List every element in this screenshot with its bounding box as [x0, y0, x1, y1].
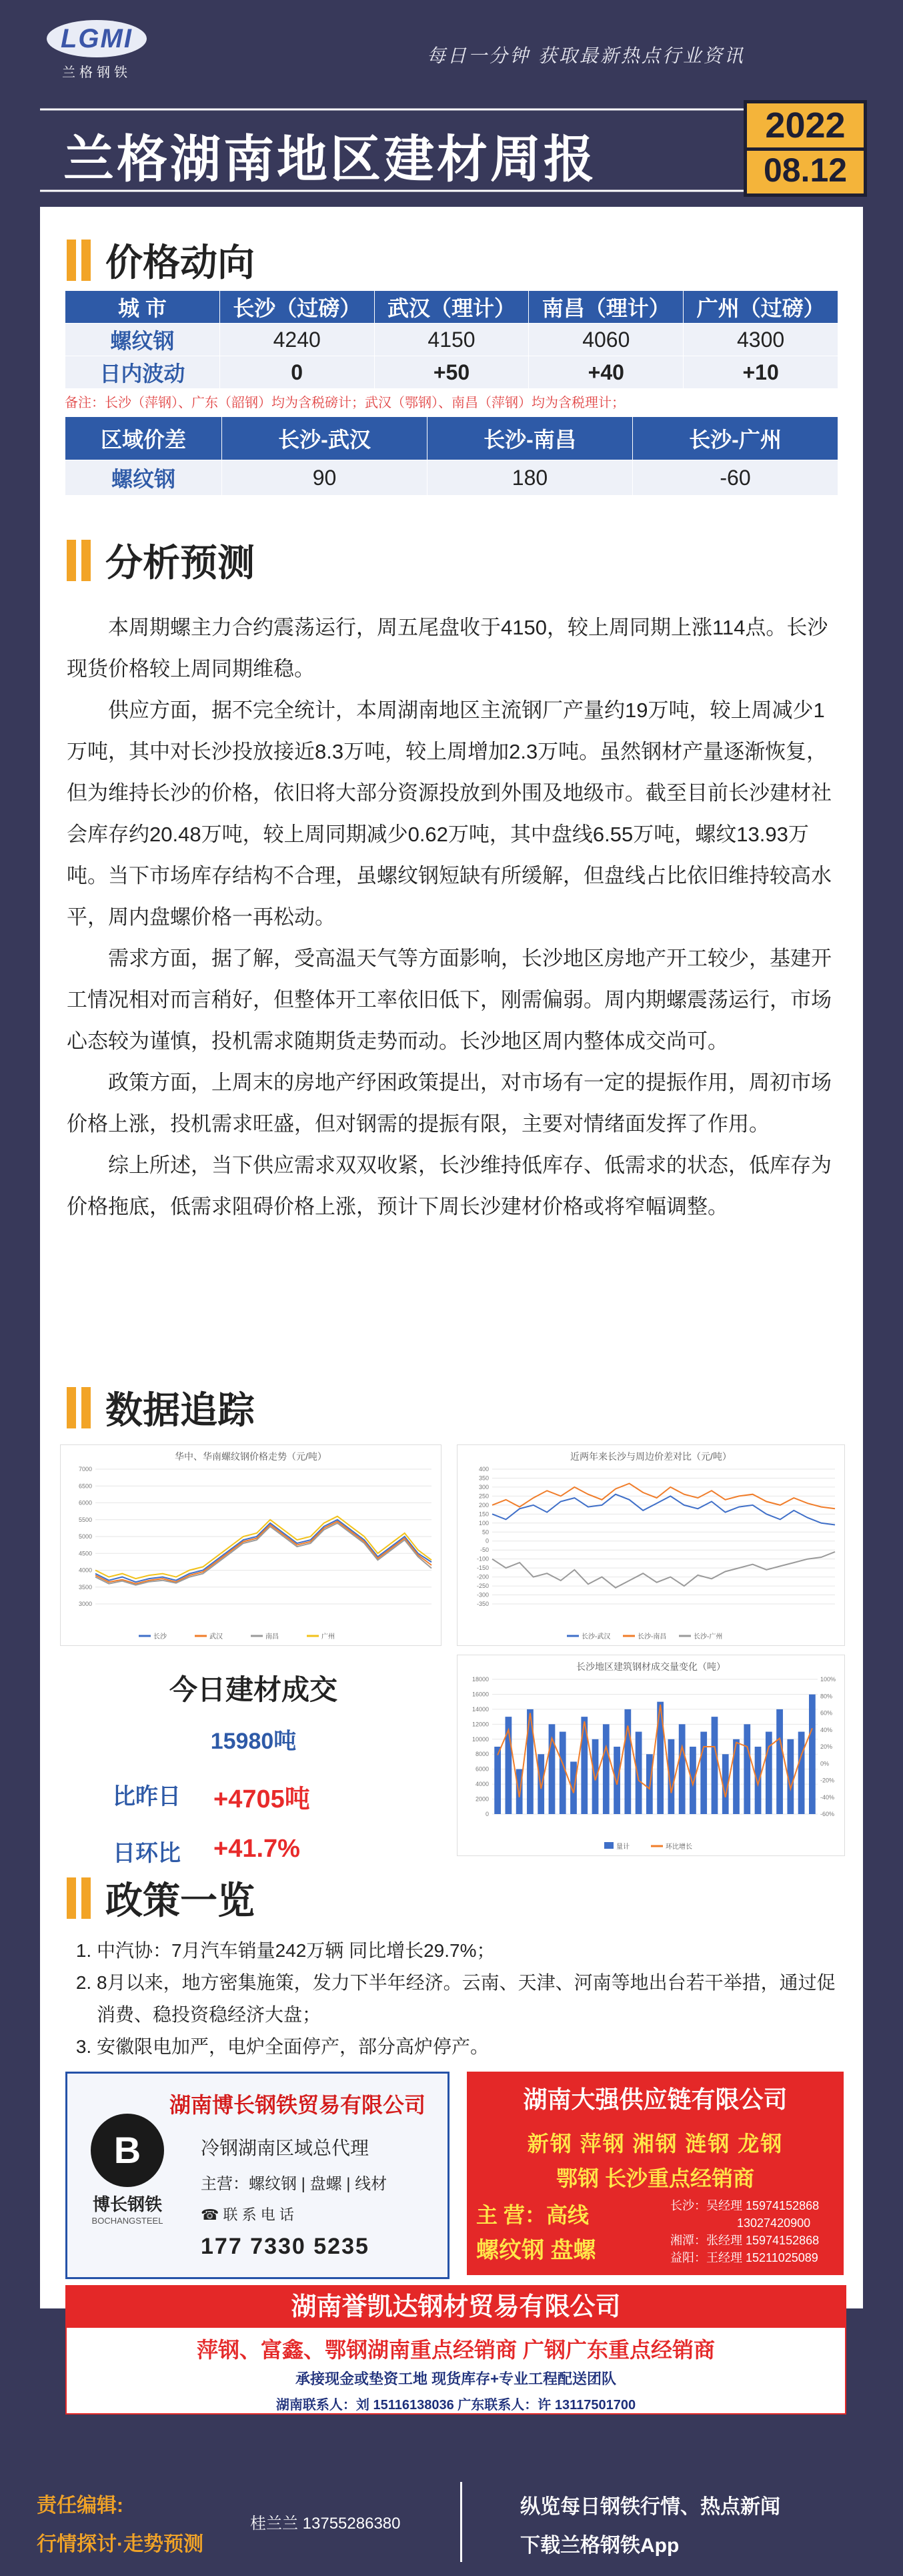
spread-svg	[458, 1445, 844, 1645]
footer-right-1: 纵览每日钢铁行情、热点新闻	[520, 2496, 780, 2518]
series-line-3	[95, 1517, 431, 1579]
y2-tick-label: 0%	[820, 1760, 830, 1767]
volume-bar	[636, 1732, 642, 1814]
policy-item: 3. 安徽限电加严，电炉全面停产，部分高炉停产。	[97, 2031, 850, 2063]
y-tick-label: 8000	[475, 1751, 489, 1758]
policy-item: 2. 8月以来，地方密集施策，发力下半年经济。云南、天津、河南等地出台若干举措，通过促消费、稳投资稳经济大盘；	[97, 1967, 850, 2031]
section-title: 分析预测	[105, 542, 255, 584]
section-bar-icon	[81, 540, 91, 581]
section-bar-icon	[67, 540, 76, 581]
section-header-tracking	[67, 1381, 255, 1434]
series-line-1	[95, 1521, 431, 1583]
y2-tick-label: 80%	[820, 1693, 833, 1700]
volume-bar	[603, 1724, 610, 1814]
bochang-logo	[84, 2114, 171, 2226]
section-header-analysis	[67, 534, 255, 587]
volume-bar	[744, 1724, 750, 1814]
y-tick-label: 3500	[78, 1583, 92, 1591]
y-tick-label: 5000	[78, 1533, 92, 1540]
y-tick-label: 3000	[78, 1601, 92, 1607]
y2-tick-label: 20%	[820, 1743, 833, 1750]
legend-label: 武汉	[209, 1633, 223, 1641]
row-label: 日内波动	[65, 356, 220, 389]
volume-bar	[766, 1732, 772, 1814]
y-tick-label: 6500	[78, 1482, 92, 1490]
y-tick-label: -350	[476, 1601, 489, 1607]
table-header-cell: 长沙（过磅）	[219, 291, 374, 324]
y2-tick-label: -20%	[820, 1777, 835, 1784]
section-header-price	[67, 234, 255, 287]
chart-title: 近两年来长沙与周边价差对比（元/吨）	[570, 1451, 732, 1462]
price-trend-chart	[60, 1444, 441, 1646]
y2-tick-label: -60%	[820, 1811, 835, 1817]
y2-tick-label: 40%	[820, 1726, 833, 1733]
ad-daqiang	[467, 2072, 844, 2275]
ad-company: 湖南誉凯达钢材贸易有限公司	[67, 2286, 845, 2328]
y-tick-label: 5500	[78, 1516, 92, 1523]
section-bar-icon	[81, 1387, 91, 1428]
table-header-cell: 区域价差	[65, 417, 222, 460]
y-tick-label: 300	[478, 1483, 489, 1490]
ratio-value: +41.7%	[213, 1835, 300, 1863]
y-tick-label: 50	[482, 1529, 489, 1536]
y-tick-label: 10000	[472, 1735, 489, 1743]
section-header-policy	[67, 1871, 255, 1925]
y-tick-label: 4500	[78, 1550, 92, 1557]
section-bar-icon	[67, 1877, 76, 1919]
ad-company: 湖南大强供应链有限公司	[523, 2086, 788, 2113]
ad-main: 主营：螺纹钢 | 盘螺 | 线材	[201, 2175, 387, 2193]
y-tick-label: 6000	[475, 1765, 489, 1773]
footer-right-2: 下载兰格钢铁App	[520, 2535, 680, 2557]
y-tick-label: -150	[476, 1565, 489, 1572]
contact-line: 长沙：吴经理 15974152868	[670, 2199, 820, 2212]
table-header-cell: 长沙-广州	[633, 417, 838, 460]
y-tick-label: 7000	[78, 1466, 92, 1472]
analysis-paragraph: 供应方面，据不完全统计，本周湖南地区主流钢厂产量约19万吨，较上周减少1万吨，其中对长沙投放接近8.3万吨，较上周增加2.3万吨。虽然钢材产量逐渐恢复，但为维持长沙的价格，依旧将大部分资源投放到外围及地级市。截至目前长沙建材社会库存约20.48万吨，较上周同期减少0.62万吨，其中盘线6.55万吨，螺纹13.93万吨。当下市场库存结构不合理，虽螺纹钢短缺有所缓解，但盘线占比依旧维持较高水平，周内盘螺价格一再松动。	[67, 699, 832, 929]
y-tick-label: -300	[476, 1591, 489, 1599]
series-line-2	[492, 1552, 835, 1588]
table-cell: 4240	[219, 324, 374, 356]
ad-bochang	[65, 2072, 449, 2279]
legend-label: 长沙-南昌	[638, 1633, 667, 1641]
volume-bar	[809, 1695, 816, 1814]
chart-title: 长沙地区建筑钢材成交量变化（吨）	[576, 1661, 726, 1672]
ad-main: 主 营：高线	[476, 2203, 589, 2227]
y2-tick-label: -40%	[820, 1793, 835, 1801]
ad-contacts	[670, 2197, 819, 2266]
top-banner	[0, 0, 903, 107]
date-day: 08.12	[747, 147, 864, 189]
table-header-cell: 城 市	[65, 291, 220, 324]
y-tick-label: 16000	[472, 1691, 489, 1698]
y-tick-label: 0	[485, 1537, 489, 1545]
contact-line: 13027420900	[737, 2216, 811, 2230]
policy-item: 1. 中汽协：7月汽车销量242万辆 同比增长29.7%；	[97, 1935, 850, 1967]
phone-label-text: 联 系 电 话	[223, 2206, 294, 2223]
legend-label: 量计	[616, 1843, 630, 1851]
volume-bar	[679, 1724, 686, 1814]
volume-bar	[733, 1739, 740, 1814]
table-cell: 0	[219, 356, 374, 389]
table-cell: 90	[222, 460, 427, 496]
spread-chart	[457, 1444, 845, 1646]
logo-mark: LGMI	[47, 20, 147, 57]
bochang-logo-icon: B	[91, 2114, 164, 2187]
volume-bar	[614, 1747, 620, 1814]
ad-services: 承接现金或垫资工地 现货库存+专业工程配送团队	[295, 2371, 616, 2387]
y-tick-label: -250	[476, 1583, 489, 1590]
ad-dealer: 鄂钢 长沙重点经销商	[556, 2166, 754, 2190]
legend-swatch	[604, 1842, 614, 1849]
trade-ratio-row	[80, 1835, 427, 1867]
trade-title: 今日建材成交	[169, 1674, 337, 1705]
row-label: 螺纹钢	[65, 324, 220, 356]
y-tick-label: 0	[485, 1811, 489, 1817]
section-bar-icon	[67, 240, 76, 281]
volume-chart	[457, 1655, 845, 1856]
y2-tick-label: 100%	[820, 1676, 836, 1683]
compare-label: 比昨日	[113, 1784, 181, 1809]
contact-line: 益阳：王经理 15211025089	[670, 2251, 818, 2264]
ad-phone-label	[201, 2204, 294, 2224]
y-tick-label: -50	[480, 1547, 489, 1554]
table-row	[65, 356, 838, 389]
table-cell: +50	[374, 356, 529, 389]
ad-brands: 新钢 萍钢 湘钢 涟钢 龙钢	[527, 2132, 784, 2156]
logo-name-en: BOCHANGSTEEL	[91, 2216, 163, 2226]
ad-contact: 湖南联系人：刘 15116138036 广东联系人：许 13117501700	[275, 2398, 636, 2413]
ad-agent: 冷钢湖南区域总代理	[201, 2138, 369, 2158]
logo-subtext: 兰格钢铁	[62, 65, 131, 80]
volume-bar	[690, 1747, 696, 1814]
price-table	[65, 290, 838, 496]
footer-desc: 行情探讨·走势预测	[37, 2533, 203, 2555]
table-header-cell: 广州（过磅）	[684, 291, 838, 324]
table-cell: 4150	[374, 324, 529, 356]
analysis-paragraph: 本周期螺主力合约震荡运行，周五尾盘收于4150，较上周同期上涨114点。长沙现货价格较上周同期维稳。	[67, 616, 828, 681]
volume-svg	[458, 1655, 844, 1855]
volume-bar	[700, 1732, 707, 1814]
table-cell: +40	[529, 356, 684, 389]
editor-name: 桂兰兰 13755286380	[250, 2515, 401, 2533]
table-row	[65, 460, 838, 496]
price-trend-svg	[61, 1445, 441, 1645]
report-title: 兰格湖南地区建材周报	[63, 129, 597, 189]
section-bar-icon	[67, 1387, 76, 1428]
section-title: 价格动向	[105, 242, 255, 284]
y-tick-label: 150	[478, 1511, 489, 1518]
analysis-body	[67, 607, 834, 1228]
volume-bar	[624, 1709, 631, 1814]
legend-label: 南昌	[265, 1633, 279, 1641]
table-header-cell: 长沙-南昌	[427, 417, 633, 460]
table-header-cell: 长沙-武汉	[222, 417, 427, 460]
trade-volume: 15980吨	[210, 1729, 297, 1754]
analysis-paragraph: 政策方面，上周末的房地产纾困政策提出，对市场有一定的提振作用，周初市场价格上涨，投机需求旺盛，但对钢需的提振有限，主要对情绪面发挥了作用。	[67, 1071, 832, 1136]
chart-title: 华中、华南螺纹钢价格走势（元/吨）	[175, 1451, 327, 1462]
analysis-paragraph: 综上所述，当下供应需求双双收紧，长沙维持低库存、低需求的状态，低库存为价格拖底，低需求阻碍价格上涨，预计下周长沙建材价格或将窄幅调整。	[67, 1154, 832, 1218]
compare-value: +4705吨	[213, 1785, 310, 1813]
series-line-0	[492, 1494, 835, 1525]
y-tick-label: 4000	[475, 1781, 489, 1788]
table-cell: -60	[633, 460, 838, 496]
volume-bar	[755, 1747, 762, 1814]
ratio-label: 日环比	[113, 1841, 181, 1866]
y-tick-label: 18000	[472, 1676, 489, 1683]
diff-table-header	[65, 417, 838, 460]
y-tick-label: -200	[476, 1573, 489, 1581]
contact-line: 湘潭：张经理 15974152868	[670, 2234, 820, 2247]
legend-label: 长沙	[153, 1633, 167, 1641]
analysis-paragraph: 需求方面，据了解，受高温天气等方面影响，长沙地区房地产开工较少，基建开工情况相对而言稍好，但整体开工率依旧低下，刚需偏弱。周内期螺震荡运行，市场心态较为谨慎，投机需求随期货走势而动。长沙地区周内整体成交尚可。	[67, 947, 832, 1053]
ad-company: 湖南博长钢铁贸易有限公司	[169, 2093, 425, 2117]
y-tick-label: -100	[476, 1555, 489, 1563]
y-tick-label: 200	[478, 1501, 489, 1509]
editor-label: 责任编辑:	[37, 2495, 123, 2517]
ad-yukaida	[65, 2285, 846, 2415]
y-tick-label: 400	[478, 1466, 489, 1472]
volume-bar	[592, 1739, 599, 1814]
legend-label: 长沙-广州	[694, 1633, 723, 1641]
volume-bar	[560, 1732, 566, 1814]
ad-phone: 177 7330 5235	[201, 2234, 369, 2259]
trade-summary	[80, 1668, 427, 1867]
ad-dealer-line: 萍钢、富鑫、鄂钢湖南重点经销商 广钢广东重点经销商	[197, 2338, 715, 2362]
volume-bar	[776, 1709, 783, 1814]
y-tick-label: 14000	[472, 1705, 489, 1713]
table-cell: 4060	[529, 324, 684, 356]
y-tick-label: 12000	[472, 1721, 489, 1728]
table-cell: 4300	[684, 324, 838, 356]
footer-divider	[460, 2482, 462, 2562]
date-badge	[744, 100, 867, 197]
section-title: 政策一览	[105, 1879, 255, 1921]
table-row	[65, 324, 838, 356]
table-cell: +10	[684, 356, 838, 389]
footer	[0, 2469, 903, 2576]
slogan: 每日一分钟 获取最新热点行业资讯	[427, 45, 745, 67]
y-tick-label: 100	[478, 1519, 489, 1527]
volume-bar	[712, 1717, 718, 1814]
volume-bar	[798, 1732, 805, 1814]
volume-bar	[494, 1747, 501, 1814]
trade-compare-row	[80, 1778, 427, 1815]
section-bar-icon	[81, 1877, 91, 1919]
section-title: 数据追踪	[105, 1389, 255, 1431]
price-note: 备注：长沙（萍钢）、广东（韶钢）均为含税磅计；武汉（鄂钢）、南昌（萍钢）均为含税理计；	[65, 396, 625, 410]
table-header-cell: 武汉（理计）	[374, 291, 529, 324]
ad-main-products: 螺纹钢 盘螺	[476, 2238, 596, 2263]
content-panel	[40, 207, 863, 2413]
row-label: 螺纹钢	[65, 460, 222, 496]
legend-label: 长沙-武汉	[582, 1633, 611, 1641]
y-tick-label: 350	[478, 1474, 489, 1482]
y-tick-label: 4000	[78, 1567, 92, 1574]
y-tick-label: 6000	[78, 1499, 92, 1507]
table-cell: 180	[427, 460, 633, 496]
price-table-header	[65, 291, 838, 324]
y2-tick-label: 60%	[820, 1709, 833, 1717]
y-tick-label: 2000	[475, 1795, 489, 1803]
date-year: 2022	[765, 105, 846, 145]
policy-list	[63, 1935, 850, 2063]
table-header-cell: 南昌（理计）	[529, 291, 684, 324]
ratio-line	[498, 1705, 812, 1797]
section-bar-icon	[81, 240, 91, 281]
lgmi-logo	[47, 20, 147, 80]
phone-icon: ☎	[201, 2206, 223, 2223]
y-tick-label: 250	[478, 1492, 489, 1500]
logo-name: 博长钢铁	[92, 2194, 162, 2214]
legend-label: 环比增长	[666, 1843, 692, 1851]
legend-label: 广州	[321, 1633, 335, 1641]
